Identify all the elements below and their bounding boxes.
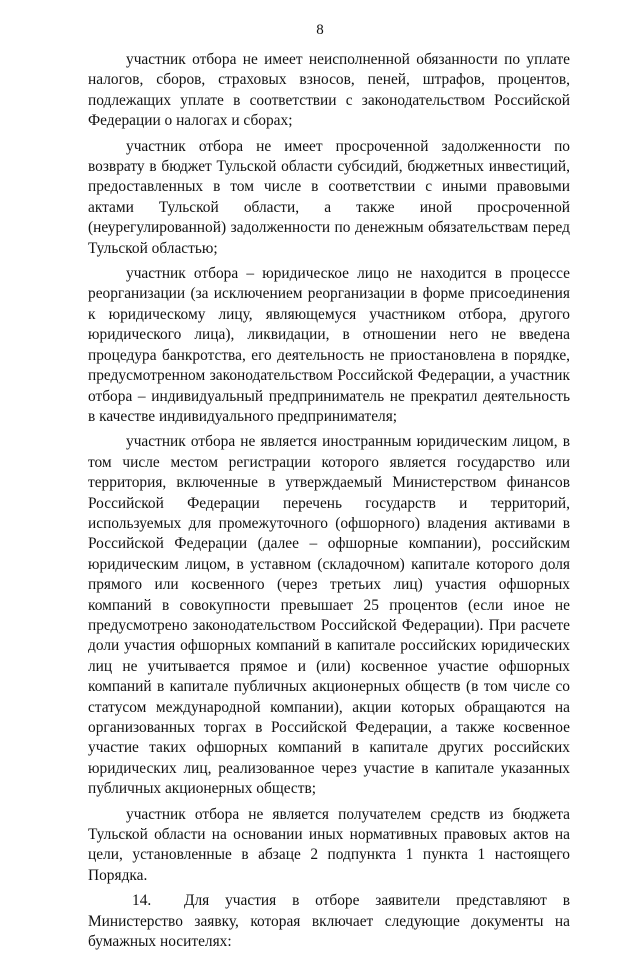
page-number: 8	[316, 22, 324, 38]
item-text: Для участия в отборе заявители представляют в Министерство заявку, которая включает следующие документы на бумажных носителях:	[88, 892, 570, 951]
paragraph-other-funds: участник отбора не является получателем средств из бюджета Тульской области на основании иных нормативных правовых актов на цели, установленные в абзаце 2 подпункта 1 пункта 1 настоящего Порядка.	[88, 805, 570, 884]
paragraph-reorganization: участник отбора – юридическое лицо не находится в процессе реорганизации (за исключением реорганизации в форме присоединения к юридическому лицу, являющемуся участником отбора, другого юридического лица), ликвидации, в отношении него не введена процедура банкротства, его деятельность не приостановлена в порядке, предусмотренном законодательством Российской Федерации, а участник отбора – индивидуальный предприниматель не прекратил деятельность в качестве индивидуального предпринимателя;	[88, 265, 570, 425]
paragraph-tax-obligations: участник отбора не имеет неисполненной обязанности по уплате налогов, сборов, страховых взносов, пеней, штрафов, процентов, подлежащих уплате в соответствии с законодательством Российской Федерации о налогах и сборах;	[88, 51, 570, 130]
paragraph-budget-debt: участник отбора не имеет просроченной задолженности по возврату в бюджет Тульской области субсидий, бюджетных инвестиций, предоставленных в том числе в соответствии с иными правовыми актами Тульской области, а также иной просроченной (неурегулированной) задолженности по денежным обязательствам перед Тульской областью;	[88, 137, 570, 257]
document-body	[88, 50, 570, 957]
paragraph-item-14	[88, 891, 570, 952]
item-number: 14.	[132, 892, 152, 910]
paragraph-offshore: участник отбора не является иностранным юридическим лицом, в том числе местом регистрации которого является государство или территория, включенные в утверждаемый Министерством финансов Российской Федерации перечень государств и территорий, используемых для промежуточного (офшорного) владения активами в Российской Федерации (далее – офшорные компании), российским юридическим лицом, в уставном (складочном) капитале которого доля прямого или косвенного (через третьих лиц) участия офшорных компаний в совокупности превышает 25 процентов (если иное не предусмотрено законодательством Российской Федерации). При расчете доли участия офшорных компаний в капитале российских юридических лиц не учитывается прямое и (или) косвенное участие офшорных компаний в капитале публичных акционерных обществ (в том числе со статусом международной компании), акции которых обращаются на организованных торгах в Российской Федерации, а также косвенное участие таких офшорных компаний в капитале других российских юридических лиц, реализованное через участие в капитале указанных публичных акционерных обществ;	[88, 433, 570, 798]
